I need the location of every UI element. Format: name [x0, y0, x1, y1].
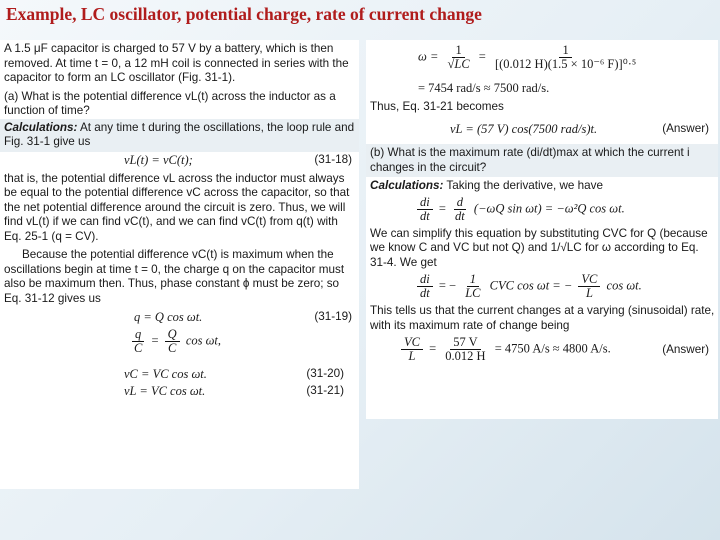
equation-31-19 — [4, 309, 356, 326]
calculations-label: Calculations: — [4, 120, 78, 134]
fraction-vc-over-l: $\frac{VC}{L}$ — [401, 336, 423, 363]
paragraph-2: that is, the potential difference vL across the inductor must always be equal to the potential difference vC across the capacitor, so that the net potential difference around the circuit is zero. Thus, we will find vL(t) if we can find vC(t), and we can find vC(t) from q(t) with Eq. 25-1 (q = CV). — [4, 171, 350, 243]
fraction-numeric-omega: $\frac{1}{\text{[(0.012 H)(1.5 × 10⁻⁶ F)]⁰·⁵}}$ — [494, 43, 637, 71]
equation-text: vC = VC cos ωt. — [124, 367, 207, 381]
fraction-q-over-c: $\frac{q}{C}$ — [134, 327, 143, 355]
equation-31-21 — [4, 383, 356, 400]
omega-equation-expression: ω = $\frac{1}{√LC}$ = $\frac{1}{\text{[(0.012 H)(1.5 × 10⁻⁶ F)]⁰·⁵}}$ — [418, 44, 642, 71]
calculations-text: At any time t during the oscillations, the loop rule and Fig. 31-1 give us — [4, 120, 355, 148]
equation-text: vL(t) = vC(t); — [124, 152, 193, 167]
equation-q-over-c — [4, 326, 356, 360]
calculations-a — [0, 119, 359, 152]
fraction-one-over-lc: $\frac{1}{LC}$ — [465, 272, 481, 300]
fraction-di-dt: $\frac{di}{dt}$ — [417, 273, 433, 300]
current-rate-equation — [370, 270, 715, 304]
calculations-text: Taking the derivative, we have — [443, 179, 603, 192]
equation-text: q = Q cos ωt. — [134, 310, 203, 324]
equation-number: (31-18) — [314, 152, 352, 166]
max-rate-expression: $\frac{VC}{L}$ = $\frac{57 V}{0.012 H}$ = 4750 A/s ≈ 4800 A/s. — [398, 336, 611, 363]
left-text-panel — [0, 40, 359, 489]
derivative-equation — [370, 194, 715, 227]
fraction-Q-over-C: $\frac{Q}{C}$ — [165, 328, 180, 355]
omega-equation — [370, 42, 715, 78]
vl-equation: vL = (57 V) cos(7500 rad/s)t. — [450, 122, 598, 136]
fraction-vc-over-l: $\frac{VC}{L}$ — [578, 273, 600, 300]
question-a: (a) What is the potential difference vL(t) across the inductor as a function of time? — [4, 89, 336, 117]
simplify-text: We can simplify this equation by substituting CVC for Q (because we know C and VC but not Q) and 1/√LC for ω according to Eq. 31-4. We get — [370, 226, 708, 269]
fraction-numeric-rate: $\frac{57 V}{0.012 H}$ — [445, 335, 486, 363]
slide-title: Example, LC oscillator, potential charge, rate of current change — [6, 4, 482, 24]
fraction-d-dt: $\frac{d}{dt}$ — [455, 194, 465, 223]
equation-number: (31-20) — [306, 367, 344, 380]
question-b: (b) What is the maximum rate (di/dt)max at which the current i changes in the circuit? — [366, 144, 718, 177]
equation-q-over-c-expression: $\frac{q}{C}$ = $\frac{Q}{C}$ cos ωt, — [128, 328, 221, 355]
thus-text: Thus, Eq. 31-21 becomes — [370, 100, 504, 113]
omega-result: = 7454 rad/s ≈ 7500 rad/s. — [418, 81, 550, 95]
fraction-di-dt: $\frac{di}{dt}$ — [417, 196, 433, 223]
calculations-label: Calculations: — [370, 179, 444, 192]
answer-label: (Answer) — [662, 122, 709, 135]
paragraph-3: Because the potential difference vC(t) is maximum when the oscillations begin at time t = 0, the charge q on the capacitor must also be maximum then. Thus, phase constant ϕ must be zero; so Eq. 31-12 gives us — [4, 248, 345, 305]
right-text-panel — [366, 40, 718, 419]
equation-31-20 — [4, 366, 356, 383]
equation-number: (31-21) — [306, 384, 344, 397]
fraction-one-over-root-lc: $\frac{1}{√LC}$ — [447, 43, 470, 71]
max-rate-equation — [370, 333, 715, 367]
calculations-b — [370, 179, 715, 194]
equation-31-18 — [4, 152, 356, 169]
vl-answer-row — [370, 120, 715, 140]
current-rate-expression: $\frac{di}{dt}$ = − $\frac{1}{LC}$ CVC cos ωt = − $\frac{VC}{L}$ cos ωt. — [414, 273, 642, 300]
tells-text: This tells us that the current changes at a varying (sinusoidal) rate, with its maximum rate of change being — [370, 304, 715, 332]
derivative-equation-expression: $\frac{di}{dt}$ = $\frac{d}{dt}$ (−ωQ sin ωt) = −ω²Q cos ωt. — [414, 196, 625, 223]
equation-number: (31-19) — [314, 310, 352, 323]
answer-label: (Answer) — [662, 343, 709, 356]
equation-text: vL = VC cos ωt. — [124, 384, 206, 398]
problem-intro: A 1.5 μF capacitor is charged to 57 V by a battery, which is then removed. At time t = 0, a 12 mH coil is connected in series with the capacitor to form an LC oscillator (Fig. 31-1). — [4, 42, 349, 84]
